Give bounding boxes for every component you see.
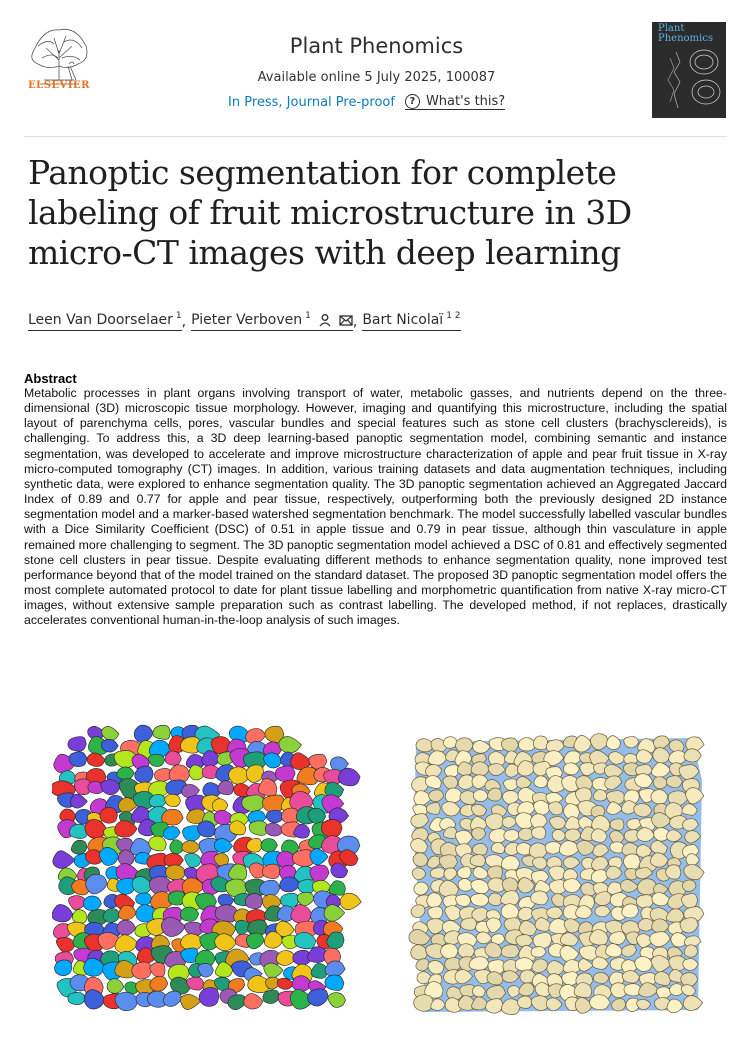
segmented-cell: [71, 840, 87, 854]
parenchyma-cell: [636, 895, 654, 909]
segmented-cell: [340, 893, 361, 910]
author-affiliation: 1: [305, 311, 311, 321]
parenchyma-cell: [461, 918, 477, 930]
publisher-name: ELSEVIER: [28, 80, 90, 91]
parenchyma-cell: [565, 829, 581, 841]
segmented-cell: [149, 794, 167, 807]
parenchyma-cell: [531, 947, 546, 958]
parenchyma-cell: [683, 996, 702, 1011]
journal-header: [0, 0, 753, 138]
parenchyma-cell: [666, 776, 682, 788]
segmented-cell: [264, 963, 283, 978]
abstract-text: Metabolic processes in plant organs involving transport of water, metabolic gasses, and nutrients depend on the three-dimensional (3D) microscopic tissue morphology. However, imaging and quantifying this microstructure, including the spatial layout of parenchyma cells, pores, vascular bundles and special features such as stone cell clusters (brachysclereids), is challenging. To address this, a 3D deep learning-based panoptic segmentation model, combining semantic and instance segmentation, was developed to accelerate and improve microstructure characterization of apple and pear fruit tissue in X-ray micro-computed tomography (CT) images. In addition, various training datasets and data augmentation techniques, including synthetic data, were explored to enhance segmentation quality. The 3D panoptic segmentation achieved an Aggregated Jaccard Index of 0.89 and 0.77 for apple and pear tissue, respectively, outperforming both the previously designed 2D instance segmentation model and a marker-based watershed segmentation benchmark. The model successfully labelled vascular bundles with a Dice Similarity Coefficient (DSC) of 0.51 in apple tissue and 0.79 in pear tissue, although thin vasculature in apple remained more challenging to segment. The 3D panoptic segmentation model achieved a DSC of 0.81 and effectively segmented stone cell clusters in pear tissue. Despite evaluating different methods to enhance segmentation quality, none improved test performance beyond that of the model trained on the standard dataset. The proposed 3D panoptic segmentation model offers the most complete automated protocol to date for plant tissue labelling and morphometric quantification from native X-ray micro-CT images, without extensive sample preparation such as contrast labelling. The developed method, if not replaces, drastically accelerates conventional human-in-the-loop analysis of such images.: [24, 386, 727, 628]
segmented-cell: [102, 726, 120, 740]
email-icon: [339, 313, 353, 327]
segmented-cell: [56, 937, 75, 952]
segmented-cell: [298, 880, 315, 894]
parenchyma-cell: [501, 856, 520, 871]
segmented-cell: [54, 960, 72, 976]
parenchyma-cell: [501, 945, 519, 958]
segmented-cell: [87, 753, 105, 766]
segmented-cell: [199, 988, 219, 1007]
segmented-cell: [150, 976, 168, 991]
segmented-cell: [309, 754, 327, 769]
segmented-cell: [153, 725, 170, 739]
segmented-cell: [165, 751, 181, 765]
segmented-cell: [215, 934, 237, 951]
parenchyma-cell: [428, 907, 443, 919]
parenchyma-cell: [441, 944, 459, 959]
segmented-cell: [136, 893, 153, 905]
parenchyma-cell: [414, 995, 434, 1012]
parenchyma-cell: [682, 880, 696, 892]
segmented-cell: [150, 963, 165, 977]
segmented-cell: [246, 765, 264, 783]
person-icon: [318, 313, 332, 327]
cover-title: Plant Phenomics: [658, 23, 713, 44]
availability-date: Available online 5 July 2025, 100087: [257, 70, 496, 85]
parenchyma-cell: [458, 944, 475, 958]
parenchyma-cell: [609, 932, 626, 945]
segmented-cell: [329, 881, 345, 896]
segmented-cell: [53, 851, 75, 869]
author-list: Leen Van Doorselaer $^1$ , Pieter Verboven $^1$ , Bart Nicolaï $^{1 2}$: [28, 311, 461, 330]
parenchyma-cell: [470, 855, 486, 867]
segmented-cell: [69, 752, 87, 767]
segmented-cell: [262, 864, 280, 879]
segmented-cell: [72, 910, 87, 924]
question-icon: ?: [405, 94, 420, 109]
segmented-cell: [182, 841, 200, 853]
segmented-cell: [324, 905, 345, 922]
article-title: Panoptic segmentation for complete labeling of fruit microstructure in 3D micro-CT images with deep learning: [28, 153, 632, 272]
segmented-cell: [68, 736, 86, 751]
whats-this-link[interactable]: [405, 94, 505, 110]
parenchyma-cell: [517, 996, 532, 1008]
parenchyma-cell: [533, 933, 552, 949]
status-row: [228, 94, 505, 110]
abstract-heading: Abstract: [24, 371, 77, 386]
segmented-cell: [101, 739, 118, 752]
segmented-cell: [117, 767, 135, 779]
segmented-cell: [321, 819, 342, 837]
parenchyma-cell: [684, 749, 701, 762]
segmented-cell: [100, 807, 118, 823]
author-link[interactable]: [28, 312, 182, 331]
segmented-cell: [218, 781, 234, 795]
author-name: Bart Nicolaï: [362, 312, 444, 328]
parenchyma-cell: [531, 827, 545, 839]
segmented-cell: [245, 894, 262, 909]
segmented-cell: [149, 836, 167, 851]
parenchyma-cell: [456, 738, 474, 752]
parenchyma-cell: [547, 907, 563, 919]
parenchyma-cell: [612, 999, 626, 1011]
parenchyma-cell: [623, 854, 640, 870]
segmented-cell: [166, 865, 186, 880]
segmented-cell: [279, 736, 302, 752]
journal-name[interactable]: Plant Phenomics: [289, 34, 464, 58]
segmented-cell: [311, 963, 327, 978]
segmented-cell: [134, 725, 153, 743]
segmented-cell: [180, 994, 200, 1009]
parenchyma-cell: [610, 819, 624, 831]
segmented-cell: [132, 962, 152, 979]
author-name: Leen Van Doorselaer: [28, 312, 173, 328]
author-affiliation: 1: [175, 311, 182, 321]
parenchyma-cell: [427, 893, 443, 908]
parenchyma-cell: [531, 891, 549, 905]
segmented-cell: [291, 905, 312, 924]
parenchyma-cell: [430, 868, 445, 879]
segmented-cell: [70, 794, 87, 808]
segmented-cell: [83, 896, 101, 911]
parenchyma-cell: [457, 867, 471, 879]
author-link[interactable]: [191, 312, 353, 331]
segmented-cell: [310, 865, 329, 882]
graphical-abstract-semantic-segmentation: [402, 720, 712, 1025]
segmented-cell: [261, 839, 278, 852]
segmented-cell: [263, 990, 280, 1004]
header-divider: [24, 136, 727, 137]
parenchyma-cell: [472, 844, 487, 856]
parenchyma-cell: [606, 736, 620, 750]
author-link[interactable]: [362, 312, 460, 331]
author-name: Pieter Verboven: [191, 312, 303, 328]
segmented-cell: [164, 853, 184, 866]
segmented-cell: [197, 821, 215, 837]
author-affiliation: 1 2: [446, 311, 461, 321]
segmented-cell: [328, 993, 346, 1008]
graphical-abstract-instance-segmentation: [52, 720, 362, 1020]
segmented-cell: [163, 991, 182, 1006]
status-link[interactable]: In Press, Journal Pre-proof: [228, 94, 395, 110]
parenchyma-cell: [651, 790, 668, 804]
segmented-cell: [85, 819, 107, 838]
segmented-cell: [163, 826, 180, 839]
segmented-cell: [149, 754, 165, 766]
segmented-cell: [68, 992, 86, 1004]
journal-cover[interactable]: [652, 22, 726, 118]
segmented-cell: [117, 920, 136, 935]
segmented-cell: [338, 768, 360, 786]
segmented-cell: [244, 993, 263, 1009]
abstract-section: [24, 371, 727, 629]
segmented-cell: [246, 933, 264, 949]
segmented-cell: [185, 853, 202, 867]
segmented-cell: [103, 909, 120, 923]
parenchyma-cell: [426, 803, 440, 815]
parenchyma-cell: [666, 865, 681, 879]
segmented-cell: [264, 753, 282, 768]
cover-artwork: [652, 22, 726, 118]
segmented-cell: [52, 904, 73, 921]
segmented-cell: [308, 989, 329, 1006]
segmented-cell: [86, 874, 108, 894]
whats-this-label: What's this?: [425, 94, 506, 109]
segmented-cell: [275, 766, 295, 782]
parenchyma-cell: [533, 736, 548, 750]
segmented-cell: [161, 917, 185, 937]
segmented-cell: [297, 892, 314, 906]
parenchyma-cell: [534, 776, 548, 788]
segmented-cell: [107, 979, 124, 994]
segmented-cell: [325, 975, 344, 991]
parenchyma-cell: [501, 738, 518, 752]
segmented-cell: [165, 794, 181, 807]
